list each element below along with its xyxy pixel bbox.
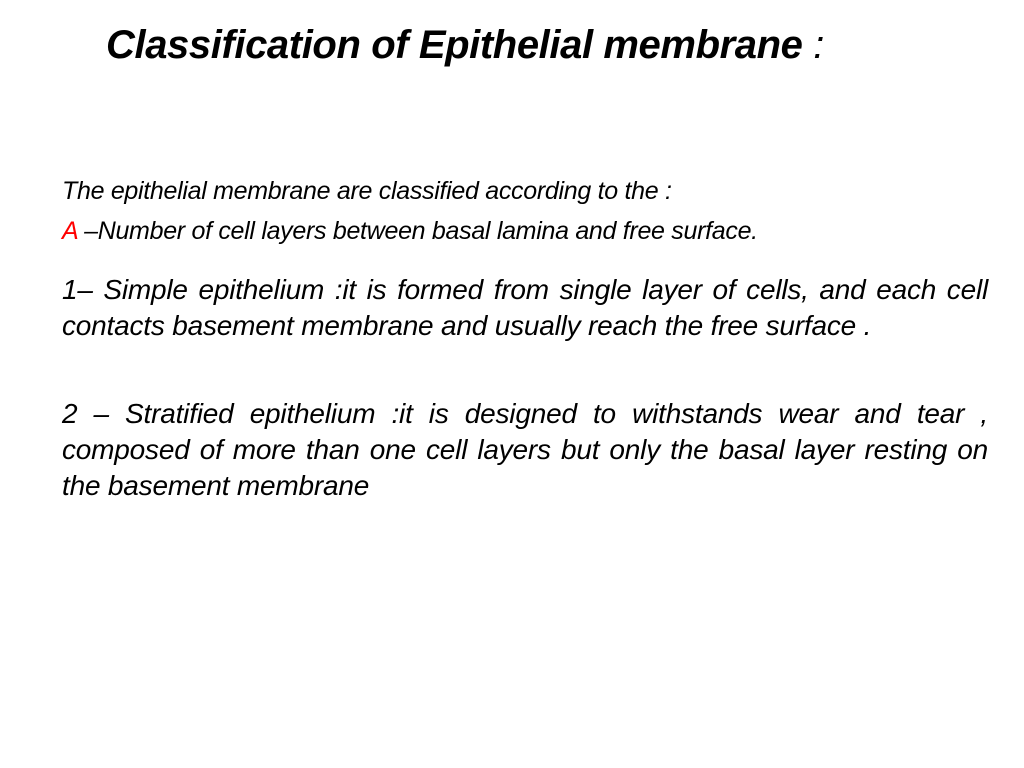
intro-line: The epithelial membrane are classified according to the : bbox=[62, 177, 672, 205]
criterion-marker: A bbox=[62, 217, 78, 245]
criterion-line bbox=[62, 211, 988, 251]
slide-title-text: Classification of Epithelial membrane bbox=[106, 23, 803, 67]
slide-content bbox=[62, 171, 988, 504]
slide-title bbox=[106, 14, 966, 76]
criterion-text: –Number of cell layers between basal lamina and free surface. bbox=[77, 217, 758, 245]
slide-title-colon: : bbox=[802, 23, 824, 67]
point-simple-epithelium: 1– Simple epithelium :it is formed from single layer of cells, and each cell contacts basement membrane and usually reach the free surface . bbox=[62, 274, 988, 341]
point-stratified-epithelium: 2 – Stratified epithelium :it is designed to withstands wear and tear , composed of more than one cell layers but only the basal layer resting on the basement membrane bbox=[62, 398, 988, 501]
